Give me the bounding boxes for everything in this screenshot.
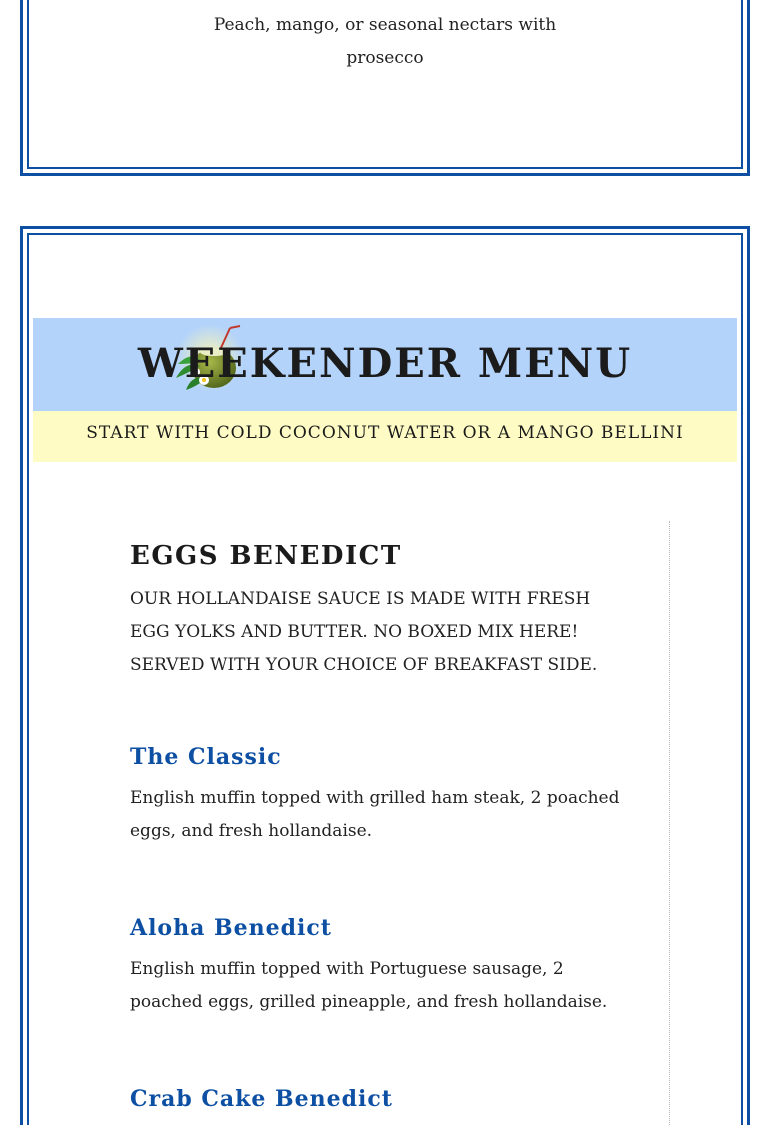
menu-item-name: Aloha Benedict bbox=[130, 915, 332, 941]
menu-subtitle: START WITH COLD COCONUT WATER OR A MANGO BELLINI bbox=[86, 423, 684, 443]
menu-subtitle-band bbox=[33, 411, 737, 462]
menu-item bbox=[130, 915, 630, 1019]
menu-item-description: English muffin topped with Portuguese sausage, 2 poached eggs, grilled pineapple, and fresh hollandaise. bbox=[130, 959, 608, 1012]
menu-item-name: The Classic bbox=[130, 744, 282, 770]
menu-item bbox=[130, 744, 630, 848]
previous-menu-card bbox=[20, 0, 750, 176]
weekender-menu-card bbox=[20, 226, 750, 1125]
previous-item-description: Peach, mango, or seasonal nectars with prosecco bbox=[213, 15, 557, 68]
section-description: OUR HOLLANDAISE SAUCE IS MADE WITH FRESH EGG YOLKS AND BUTTER. NO BOXED MIX HERE! SERVED WITH YOUR CHOICE OF BREAKFAST SIDE. bbox=[130, 589, 598, 675]
section-title: EGGS BENEDICT bbox=[130, 541, 402, 571]
menu-title: WEEKENDER MENU bbox=[137, 340, 633, 387]
column-divider bbox=[669, 521, 670, 1125]
menu-item-description: English muffin topped with grilled ham steak, 2 poached eggs, and fresh hollandaise. bbox=[130, 788, 620, 841]
menu-item-name: Crab Cake Benedict bbox=[130, 1086, 393, 1112]
menu-title-band bbox=[33, 318, 737, 411]
menu-item bbox=[130, 1086, 630, 1112]
section-eggs-benedict bbox=[130, 541, 630, 682]
